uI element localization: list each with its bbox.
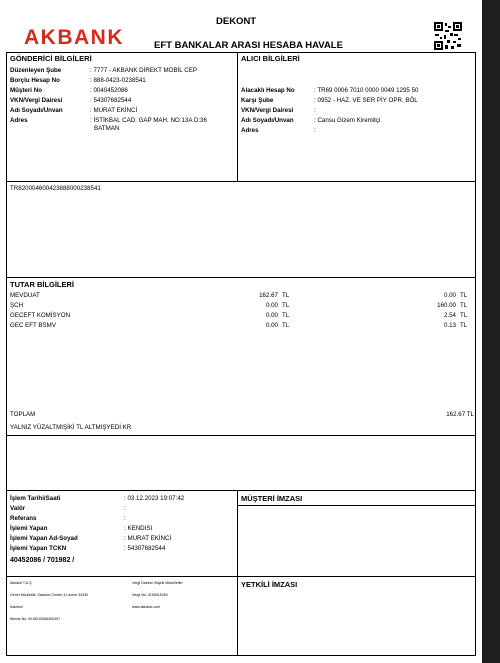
transaction-value: : KENDISI	[124, 525, 153, 532]
sender-value: : İSTİKBAL CAD. GAP MAH. NO:13A D:36	[90, 117, 207, 124]
amount-currency-2: TL	[460, 322, 468, 329]
sender-label: Adı Soyadı/Unvan	[10, 107, 63, 114]
transaction-label: İşlemi Yapan TCKN	[10, 545, 67, 552]
amount-row-name: ŞCH	[10, 302, 24, 309]
receiver-label: Adres	[241, 127, 259, 134]
receipt-document	[6, 8, 476, 656]
receiver-value: : TR69 0006 7010 0000 0049 1295 50	[314, 87, 419, 94]
amount-currency: TL	[282, 302, 290, 309]
tax-office: Vergi Dairesi: Büyük Mükellefler	[132, 581, 183, 585]
receiver-label: Alacaklı Hesap No	[241, 87, 295, 94]
amount-value: 0.00	[265, 322, 278, 329]
receiver-label: VKN/Vergi Dairesi	[241, 107, 294, 114]
transaction-value: :	[124, 505, 126, 512]
akbank-logo: AKBANK	[24, 26, 124, 49]
sender-label: VKN/Vergi Dairesi	[10, 97, 63, 104]
transaction-label: İşlemi Yapan Ad-Soyad	[10, 535, 78, 542]
sender-value: : 54307682544	[90, 97, 132, 104]
receiver-value: :	[314, 127, 316, 134]
receiver-heading: ALICI BİLGİLERİ	[241, 54, 300, 63]
amount-value-2: 160.00	[437, 302, 456, 309]
sender-value: : 888-0423-0238541	[90, 77, 146, 84]
amount-currency-2: TL	[460, 292, 468, 299]
tax-number: Vergi No: 0150015264	[132, 593, 168, 597]
receiver-value: : Cansu Gizem Kiremitçi	[314, 117, 381, 124]
amount-value: 0.00	[265, 312, 278, 319]
sender-label: Borçlu Hesap No	[10, 77, 60, 84]
transaction-value: : 54307682544	[124, 545, 166, 552]
amount-value-2: 0.13	[443, 322, 456, 329]
total-in-words: YALNIZ YÜZALTMIŞİKİ TL ALTMIŞYEDİ KR	[10, 424, 132, 431]
sender-label: Adres	[10, 117, 28, 124]
company-name: Akbank T.A.Ş.	[10, 581, 33, 585]
amount-row-name: GEC EFT BSMV	[10, 322, 56, 329]
amount-value: 162.67	[259, 292, 278, 299]
total-label: TOPLAM	[10, 411, 36, 418]
signature-divider	[237, 576, 476, 577]
receiver-value: :	[314, 107, 316, 114]
customer-signature-label: MÜŞTERİ İMZASI	[241, 494, 303, 503]
receiver-value: : 0952 - HAZ. VE SER PİY OPR. BÖL	[314, 97, 418, 104]
mersis-number: Mersis No: 0015015266400497	[10, 617, 61, 621]
company-city: İstanbul	[10, 605, 23, 609]
authorized-signature-label: YETKİLİ İMZASI	[241, 580, 298, 589]
receiver-label: Karşı Şube	[241, 97, 274, 104]
transaction-value: : MURAT EKİNCİ	[124, 535, 172, 542]
transaction-value: : 03.12.2023 19:07:42	[124, 495, 185, 502]
reference-line: 40452086 / 701982 /	[10, 557, 75, 564]
website: www.akbank.com	[132, 605, 160, 609]
transaction-label: Valör	[10, 505, 26, 512]
amount-row-name: GECEFT KOMİSYON	[10, 312, 71, 319]
sender-value: : 0040452086	[90, 87, 128, 94]
amount-currency: TL	[282, 312, 290, 319]
sender-value: : 7777 - AKBANK DİREKT MOBİL CEP	[90, 67, 197, 74]
sender-heading: GÖNDERİCİ BİLGİLERİ	[10, 54, 92, 63]
amount-value-2: 0.00	[443, 292, 456, 299]
amount-currency: TL	[282, 292, 290, 299]
receiver-label: Adı Soyadı/Unvan	[241, 117, 294, 124]
amount-currency-2: TL	[460, 302, 468, 309]
blank-box	[6, 435, 476, 491]
transaction-value: :	[124, 515, 126, 522]
document-subtitle: EFT BANKALAR ARASI HESABA HAVALE	[154, 40, 343, 51]
description-box	[6, 181, 476, 278]
column-divider	[237, 52, 238, 182]
transaction-description: TR820004600423888000238541	[10, 185, 101, 192]
sender-label: Müşteri No	[10, 87, 42, 94]
qr-code-icon	[434, 22, 462, 50]
bottom-divider	[237, 490, 238, 656]
amount-currency-2: TL	[460, 312, 468, 319]
transaction-label: Referans	[10, 515, 37, 522]
sender-value: : MURAT EKİNCİ	[90, 107, 138, 114]
company-address: Genel Müdürlük: Sabancı Center 4.Levent 34330	[10, 593, 89, 597]
transaction-label: İşlem Tarihi/Saati	[10, 495, 61, 502]
customer-signature-underline	[237, 505, 476, 506]
transaction-label: İşlemi Yapan	[10, 525, 48, 532]
amounts-box	[6, 277, 476, 436]
total-value: 162.67 TL	[446, 411, 474, 418]
amount-value-2: 2.54	[443, 312, 456, 319]
amounts-heading: TUTAR BİLGİLERİ	[10, 280, 75, 289]
company-info-divider	[6, 576, 237, 577]
document-title: DEKONT	[216, 16, 257, 27]
amount-row-name: MEVDUAT	[10, 292, 40, 299]
sender-address-line2: BATMAN	[94, 125, 120, 132]
sender-label: Düzenleyen Şube	[10, 67, 62, 74]
amount-value: 0.00	[265, 302, 278, 309]
viewer-right-edge	[482, 0, 500, 663]
amount-currency: TL	[282, 322, 290, 329]
transaction-box	[6, 490, 476, 656]
